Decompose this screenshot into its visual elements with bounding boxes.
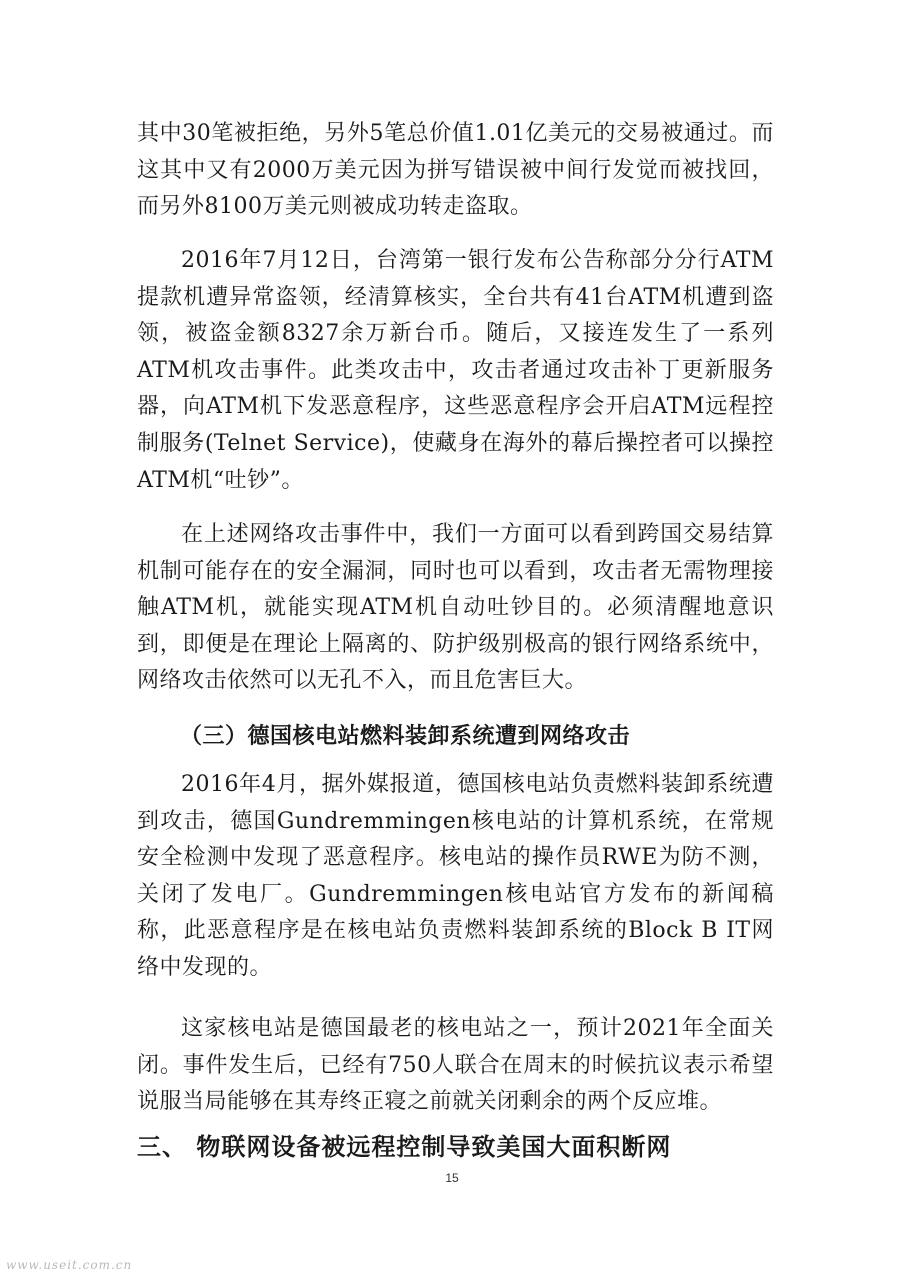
watermark: www.useit.com.cn xyxy=(6,1258,133,1272)
paragraph-taiwan-atm: 2016年7月12日，台湾第一银行发布公告称部分分行ATM提款机遭异常盗领，经清算核实，全台共有41台ATM机遭到盗领，被盗金额8327余万新台币。随后，又接连发生了一系列ATM机攻击事件。此类攻击中，攻击者通过攻击补丁更新服务器，向ATM机下发恶意程序，这些恶意程序会开启ATM远程控制服务(Telnet Service)，使藏身在海外的幕后操控者可以操控ATM机“吐钞”。 xyxy=(137,248,774,493)
paragraph-plant-closure: 这家核电站是德国最老的核电站之一，预计2021年全面关闭。事件发生后，已经有750人联合在周末的时候抗议表示希望说服当局能够在其寿终正寝之前就关闭剩余的两个反应堆。 xyxy=(137,1016,774,1115)
paragraph-continuation: 其中30笔被拒绝，另外5笔总价值1.01亿美元的交易被通过。而这其中又有2000万美元因为拼写错误被中间行发觉而被找回，而另外8100万美元则被成功转走盗取。 xyxy=(137,121,774,220)
section-heading: 三、 物联网设备被远程控制导致美国大面积断网 xyxy=(137,1133,672,1161)
page-number: 15 xyxy=(445,1171,459,1185)
section-subheading: （三）德国核电站燃料装卸系统遭到网络攻击 xyxy=(180,724,631,749)
paragraph-analysis: 在上述网络攻击事件中，我们一方面可以看到跨国交易结算机制可能存在的安全漏洞，同时也可以看到，攻击者无需物理接触ATM机，就能实现ATM机自动吐钞目的。必须清醒地意识到，即便是在理论上隔离的、防护级别极高的银行网络系统中，网络攻击依然可以无孔不入，而且危害巨大。 xyxy=(137,522,774,694)
paragraph-germany-nuclear: 2016年4月，据外媒报道，德国核电站负责燃料装卸系统遭到攻击，德国Gundremmingen核电站的计算机系统，在常规安全检测中发现了恶意程序。核电站的操作员RWE为防不测，关闭了发电厂。Gundremmingen核电站官方发布的新闻稿称，此恶意程序是在核电站负责燃料装卸系统的Block B IT网络中发现的。 xyxy=(137,772,774,980)
